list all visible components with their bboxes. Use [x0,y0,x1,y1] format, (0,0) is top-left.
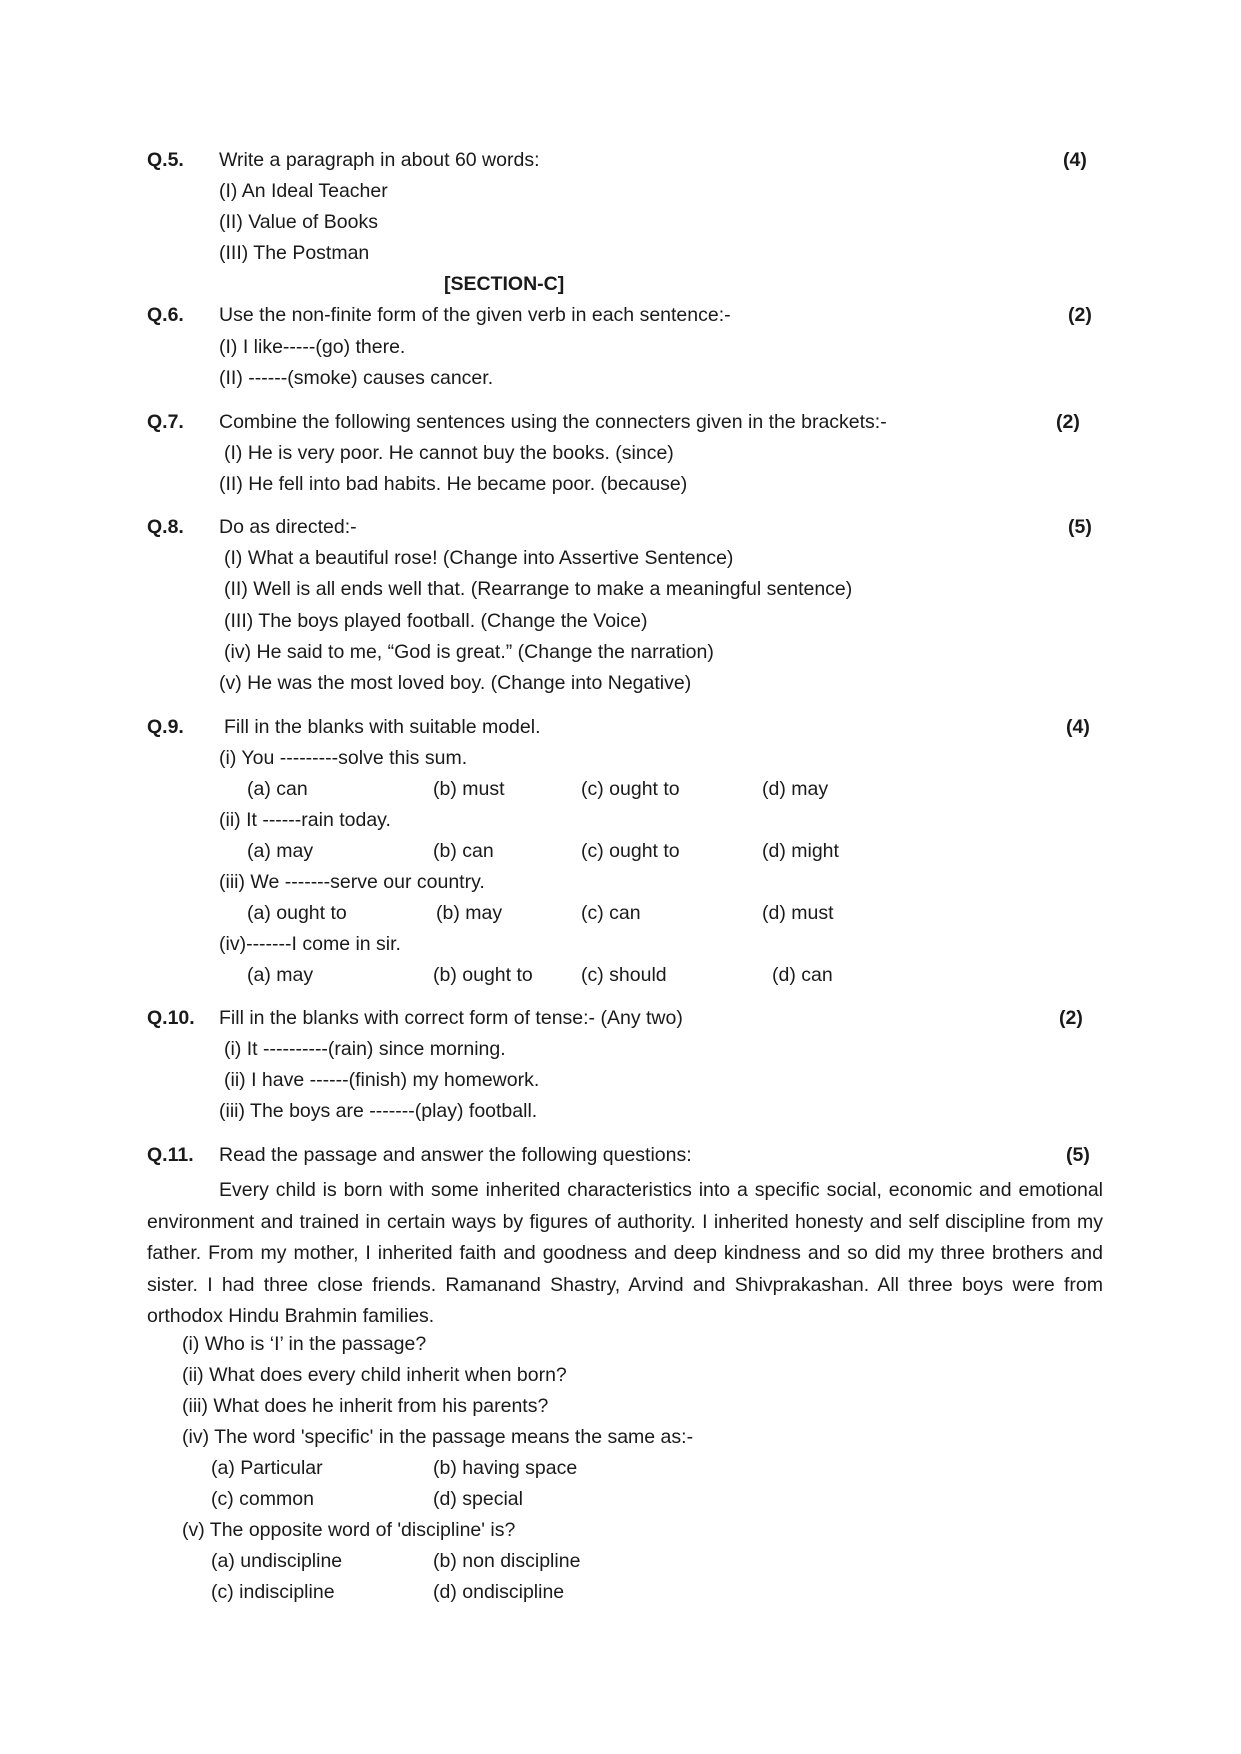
q9-option: (a) can [247,778,308,800]
q11-option: (a) undiscipline [211,1550,343,1572]
q5-item: (III) The Postman [219,242,370,264]
q8-item: (iv) He said to me, “God is great.” (Change the narration) [224,641,714,663]
q7-item: (II) He fell into bad habits. He became poor. (because) [219,473,688,495]
q8-item: (I) What a beautiful rose! (Change into Assertive Sentence) [224,547,734,569]
q8-item: (v) He was the most loved boy. (Change into Negative) [219,672,692,694]
q9-text: Fill in the blanks with suitable model. [224,716,541,738]
q11-question: (iv) The word 'specific' in the passage means the same as:- [182,1426,694,1448]
q8-number: Q.8. [147,516,184,538]
q7-number: Q.7. [147,411,184,433]
q7-text: Combine the following sentences using the connecters given in the brackets:- [219,411,887,433]
q9-option: (b) may [436,902,503,924]
q11-option: (d) ondiscipline [433,1581,565,1603]
section-heading: [SECTION-C] [444,273,565,295]
q9-option: (a) may [247,840,314,862]
q9-option: (c) should [581,964,667,986]
q8-text: Do as directed:- [219,516,357,538]
q7-marks: (2) [1056,411,1080,433]
q11-question: (v) The opposite word of 'discipline' is? [182,1519,516,1541]
q11-option: (d) special [433,1488,523,1510]
q5-number: Q.5. [147,149,184,171]
q5-item: (I) An Ideal Teacher [219,180,388,202]
q8-item: (III) The boys played football. (Change the Voice) [224,610,648,632]
q9-option: (d) must [762,902,834,924]
q8-marks: (5) [1068,516,1092,538]
q11-number: Q.11. [147,1144,194,1166]
q9-option: (a) may [247,964,314,986]
q11-marks: (5) [1066,1144,1090,1166]
q6-item: (I) I like-----(go) there. [219,336,406,358]
q9-option: (d) can [772,964,833,986]
q9-sub-question: (i) You ---------solve this sum. [219,747,468,769]
q10-item: (i) It ----------(rain) since morning. [224,1038,506,1060]
q6-marks: (2) [1068,304,1092,326]
q9-option: (c) ought to [581,840,680,862]
q11-option: (a) Particular [211,1457,323,1479]
q11-option: (b) non discipline [433,1550,581,1572]
q9-marks: (4) [1066,716,1090,738]
q7-item: (I) He is very poor. He cannot buy the books. (since) [224,442,674,464]
q11-text: Read the passage and answer the following questions: [219,1144,692,1166]
q10-text: Fill in the blanks with correct form of tense:- (Any two) [219,1007,683,1029]
q9-sub-question: (iii) We -------serve our country. [219,871,485,893]
q10-item: (ii) I have ------(finish) my homework. [224,1069,540,1091]
q10-number: Q.10. [147,1007,195,1029]
q11-option: (b) having space [433,1457,578,1479]
q9-sub-question: (iv)-------I come in sir. [219,933,401,955]
q5-text: Write a paragraph in about 60 words: [219,149,540,171]
q8-item: (II) Well is all ends well that. (Rearrange to make a meaningful sentence) [224,578,853,600]
q11-option: (c) common [211,1488,314,1510]
q10-item: (iii) The boys are -------(play) football. [219,1100,538,1122]
q5-item: (II) Value of Books [219,211,378,233]
q6-text: Use the non-finite form of the given verb in each sentence:- [219,304,731,326]
q11-question: (i) Who is ‘I’ in the passage? [182,1333,427,1355]
q11-option: (c) indiscipline [211,1581,335,1603]
q9-sub-question: (ii) It ------rain today. [219,809,391,831]
q11-question: (iii) What does he inherit from his parents? [182,1395,549,1417]
q9-option: (b) ought to [433,964,533,986]
q9-number: Q.9. [147,716,184,738]
q9-option: (c) ought to [581,778,680,800]
q9-option: (c) can [581,902,641,924]
q9-option: (b) can [433,840,494,862]
q11-question: (ii) What does every child inherit when born? [182,1364,567,1386]
q9-option: (d) might [762,840,839,862]
q6-number: Q.6. [147,304,184,326]
q5-marks: (4) [1063,149,1087,171]
reading-passage: Every child is born with some inherited characteristics into a specific social, economic and emotional environment and trained in certain ways by figures of authority. I inherited honesty and self discipline from my father. From my mother, I inherited faith and goodness and deep kindness and so did my three brothers and sister. I had three close friends. Ramanand Shastry, Arvind and Shivprakashan. All three boys were from orthodox Hindu Brahmin families. [147,1179,1103,1327]
q9-option: (d) may [762,778,829,800]
q9-option: (a) ought to [247,902,347,924]
q9-option: (b) must [433,778,505,800]
q10-marks: (2) [1059,1007,1083,1029]
q6-item: (II) ------(smoke) causes cancer. [219,367,494,389]
